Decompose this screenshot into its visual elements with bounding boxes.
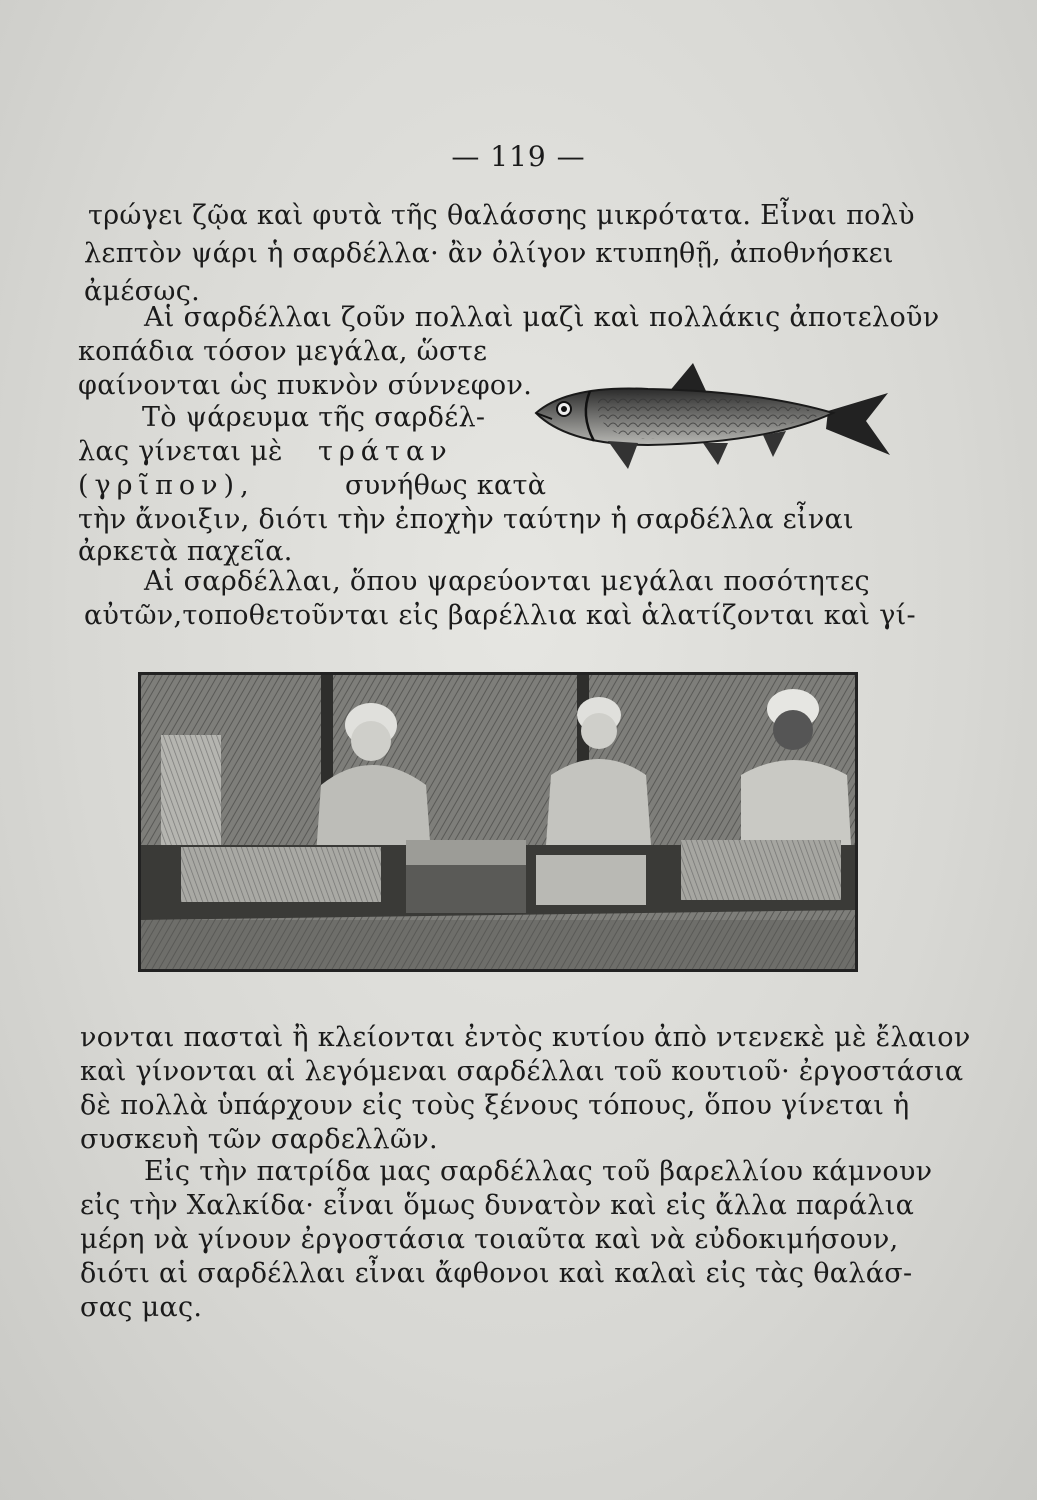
text-line: κοπάδια τόσον μεγάλα, ὥστε: [78, 336, 488, 367]
text-line: τρώγει ζῷα καὶ φυτὰ τῆς θαλάσσης μικρότατα. Εἶναι πολὺ: [88, 200, 915, 231]
text-line: ἀρκετὰ παχεῖα.: [78, 536, 293, 567]
text-line: Αἱ σαρδέλλαι, ὅπου ψαρεύονται μεγάλαι ποσότητες: [144, 566, 870, 597]
page-number: — 119 —: [451, 140, 586, 173]
text-line: συσκευὴ τῶν σαρδελλῶν.: [80, 1124, 438, 1155]
text-line: διότι αἱ σαρδέλλαι εἶναι ἄφθονοι καὶ καλαὶ εἰς τὰς θαλάσ-: [80, 1258, 913, 1289]
text-line: Αἱ σαρδέλλαι ζοῦν πολλαὶ μαζὶ καὶ πολλάκις ἀποτελοῦν: [144, 302, 940, 333]
text-line: τὴν ἄνοιξιν, διότι τὴν ἐποχὴν ταύτην ἡ σαρδέλλα εἶναι: [78, 504, 854, 535]
text-line-spaced: (γρῖπον),: [78, 470, 255, 501]
text-line: εἰς τὴν Χαλκίδα· εἶναι ὅμως δυνατὸν καὶ εἰς ἄλλα παράλια: [80, 1190, 915, 1221]
text-line: αὐτῶν,τοποθετοῦνται εἰς βαρέλλια καὶ ἁλατίζονται καὶ γί-: [84, 600, 916, 631]
sardine-illustration: [528, 355, 898, 480]
text-line-spaced: τράταν: [318, 436, 453, 467]
text-line: συνήθως κατὰ: [345, 470, 547, 501]
text-line: Τὸ ψάρευμα τῆς σαρδέλ-: [142, 402, 486, 433]
text-line: δὲ πολλὰ ὑπάρχουν εἰς τοὺς ξένους τόπους, ὅπου γίνεται ἡ: [80, 1090, 910, 1121]
text-line: καὶ γίνονται αἱ λεγόμεναι σαρδέλλαι τοῦ κουτιοῦ· ἐργοστάσια: [80, 1056, 964, 1087]
text-line: μέρη νὰ γίνουν ἐργοστάσια τοιαῦτα καὶ νὰ εὐδοκιμήσουν,: [80, 1224, 899, 1255]
text-line: σας μας.: [80, 1292, 203, 1323]
text-line: ἀμέσως.: [84, 276, 201, 307]
cannery-engraving: [141, 675, 855, 969]
text-line: λας γίνεται μὲ: [78, 436, 283, 467]
cannery-illustration: [138, 672, 858, 972]
text-line: λεπτὸν ψάρι ἡ σαρδέλλα· ἂν ὀλίγον κτυπηθῇ, ἀποθνήσκει: [84, 238, 894, 269]
text-line: νονται πασταὶ ἢ κλείονται ἐντὸς κυτίου ἀπὸ ντενεκὲ μὲ ἔλαιον: [80, 1022, 971, 1053]
text-line: Εἰς τὴν πατρίδα μας σαρδέλλας τοῦ βαρελλίου κάμνουν: [144, 1156, 933, 1187]
text-line: φαίνονται ὡς πυκνὸν σύννεφον.: [78, 370, 533, 401]
